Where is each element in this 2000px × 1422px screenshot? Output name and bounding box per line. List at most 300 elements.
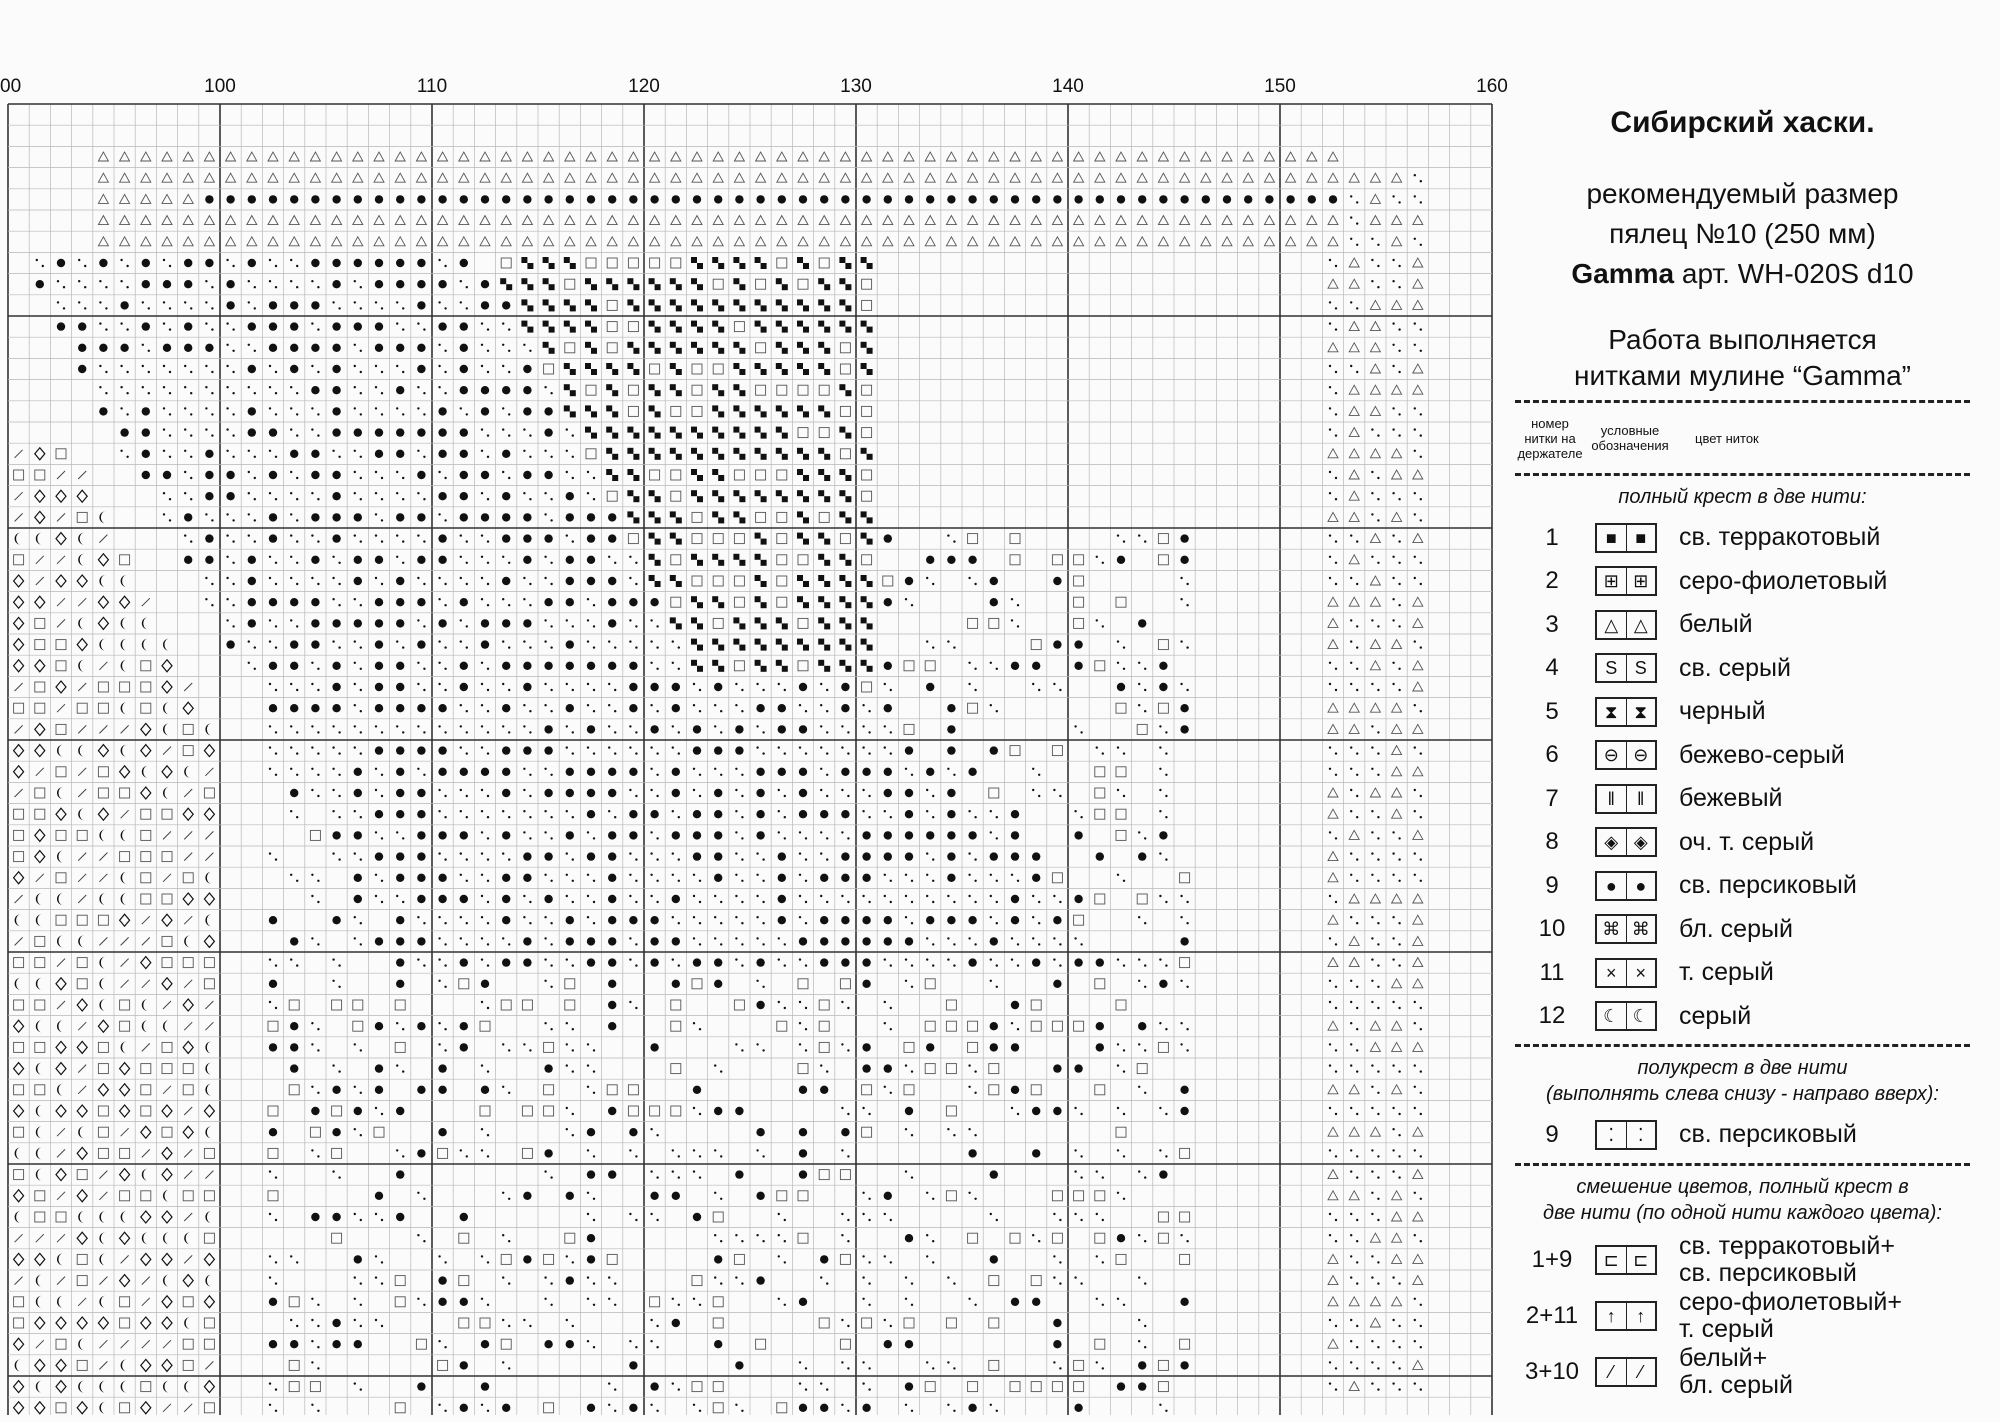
stitch-mark: [841, 195, 849, 203]
stitch-mark: [1180, 1107, 1188, 1115]
stitch-mark: [566, 789, 574, 797]
stitch-mark: [502, 768, 510, 776]
stitch-mark: [884, 916, 892, 924]
stitch-mark: [544, 789, 552, 797]
stitch-mark: [57, 259, 65, 267]
stitch-mark: [396, 1170, 404, 1178]
column-tick-label: 140: [1052, 76, 1084, 97]
thread-color-name: серо-фиолетовый: [1679, 566, 1888, 595]
stitch-mark: [57, 322, 65, 330]
stitch-mark: [587, 852, 595, 860]
stitch-mark: [417, 874, 425, 882]
stitch-mark: [544, 534, 552, 542]
stitch-mark: [523, 471, 531, 479]
stitch-mark: [1053, 1340, 1061, 1348]
legend-row: [1515, 908, 1970, 952]
stitch-mark: [438, 195, 446, 203]
stitch-mark: [438, 1128, 446, 1136]
stitch-mark: [672, 1319, 680, 1327]
stitch-mark: [502, 789, 510, 797]
stitch-mark: [650, 810, 658, 818]
stitch-mark: [438, 1086, 446, 1094]
stitch-mark: [438, 746, 446, 754]
stitch-mark: [629, 598, 637, 606]
pattern-title: Сибирский хаски.: [1610, 106, 1875, 139]
stitch-mark: [417, 1149, 425, 1157]
stitch-mark: [248, 322, 256, 330]
stitch-mark: [1180, 725, 1188, 733]
stitch-mark: [990, 852, 998, 860]
stitch-mark: [311, 704, 319, 712]
stitch-mark: [248, 195, 256, 203]
stitch-mark: [862, 937, 870, 945]
stitch-mark: [502, 746, 510, 754]
stitch-mark: [1096, 195, 1104, 203]
stitch-mark: [311, 195, 319, 203]
stitch-mark: [990, 598, 998, 606]
stitch-mark: [417, 365, 425, 373]
stitch-mark: [502, 492, 510, 500]
thread-number: 10: [1538, 915, 1566, 943]
stitch-mark: [990, 577, 998, 585]
symbol-glyph: ⁄: [1597, 1359, 1627, 1385]
stitch-mark: [735, 1170, 743, 1178]
stitch-mark: [354, 322, 362, 330]
stitch-mark: [311, 619, 319, 627]
stitch-mark: [311, 598, 319, 606]
stitch-mark: [396, 852, 404, 860]
stitch-mark: [799, 1128, 807, 1136]
stitch-mark: [947, 810, 955, 818]
stitch-mark: [1202, 195, 1210, 203]
stitch-mark: [1180, 556, 1188, 564]
stitch-mark: [460, 492, 468, 500]
stitch-mark: [820, 1086, 828, 1094]
stitch-symbol-icon: [1595, 958, 1657, 988]
stitch-mark: [290, 937, 298, 945]
thread-number: 3: [1545, 610, 1559, 638]
full-cross-list: [1515, 516, 1970, 1038]
stitch-mark: [354, 1107, 362, 1115]
stitch-mark: [396, 704, 404, 712]
stitch-mark: [778, 704, 786, 712]
stitch-mark: [396, 874, 404, 882]
symbol-glyph: ⁚: [1597, 1122, 1627, 1148]
symbol-glyph: ‖: [1597, 786, 1627, 812]
stitch-mark: [841, 874, 849, 882]
stitch-mark: [650, 195, 658, 203]
stitch-mark: [1096, 852, 1104, 860]
stitch-mark: [566, 640, 574, 648]
stitch-mark: [290, 1064, 298, 1072]
stitch-mark: [460, 386, 468, 394]
color-name-line-1: белый+: [1679, 1343, 1768, 1372]
stitch-mark: [544, 725, 552, 733]
stitch-mark: [290, 344, 298, 352]
stitch-mark: [608, 874, 616, 882]
stitch-mark: [1011, 195, 1019, 203]
stitch-mark: [1180, 534, 1188, 542]
stitch-mark: [481, 407, 489, 415]
stitch-mark: [1053, 1319, 1061, 1327]
stitch-mark: [608, 1170, 616, 1178]
stitch-mark: [396, 916, 404, 924]
stitch-mark: [735, 725, 743, 733]
stitch-mark: [99, 344, 107, 352]
stitch-mark: [841, 958, 849, 966]
stitch-mark: [396, 662, 404, 670]
stitch-mark: [481, 280, 489, 288]
stitch-mark: [523, 407, 531, 415]
stitch-mark: [1032, 852, 1040, 860]
stitch-mark: [1096, 1043, 1104, 1051]
stitch-mark: [905, 810, 913, 818]
stitch-mark: [1286, 195, 1294, 203]
stitch-mark: [460, 450, 468, 458]
stitch-mark: [947, 874, 955, 882]
stitch-mark: [502, 619, 510, 627]
stitch-mark: [226, 301, 234, 309]
header-symbols: условные обозначения: [1591, 423, 1669, 453]
stitch-mark: [332, 259, 340, 267]
stitch-mark: [1096, 1022, 1104, 1030]
stitch-mark: [650, 916, 658, 924]
stitch-mark: [417, 1086, 425, 1094]
stitch-mark: [375, 259, 383, 267]
stitch-mark: [544, 1064, 552, 1072]
stitch-mark: [629, 810, 637, 818]
threads-note: [1515, 322, 1970, 394]
thread-color-name: [1679, 1289, 1902, 1343]
symbol-glyph: ×: [1635, 962, 1646, 983]
stitch-mark: [947, 831, 955, 839]
stitch-mark: [672, 831, 680, 839]
thread-color-name: св. персиковый: [1679, 1120, 1857, 1149]
stitch-mark: [1159, 195, 1167, 203]
stitch-mark: [332, 704, 340, 712]
stitch-mark: [1117, 195, 1125, 203]
stitch-mark: [841, 768, 849, 776]
stitch-mark: [226, 195, 234, 203]
stitch-mark: [1180, 1361, 1188, 1369]
stitch-mark: [672, 937, 680, 945]
stitch-symbol-icon: [1595, 523, 1657, 553]
color-name-line-2: св. персиковый: [1679, 1258, 1857, 1287]
stitch-mark: [226, 280, 234, 288]
thread-color-name: бежевый: [1679, 784, 1783, 813]
stitch-mark: [502, 513, 510, 521]
stitch-mark: [968, 1149, 976, 1157]
stitch-mark: [417, 852, 425, 860]
stitch-mark: [968, 768, 976, 776]
stitch-mark: [714, 1107, 722, 1115]
stitch-mark: [799, 768, 807, 776]
stitch-symbol-icon: [1595, 871, 1657, 901]
stitch-mark: [884, 768, 892, 776]
header-color: цвет ниток: [1695, 430, 1759, 446]
stitch-mark: [1053, 195, 1061, 203]
stitch-mark: [1011, 852, 1019, 860]
divider: [1515, 1163, 1970, 1166]
stitch-mark: [587, 1234, 595, 1242]
stitch-mark: [608, 577, 616, 585]
stitch-mark: [841, 852, 849, 860]
stitch-symbol-icon: [1595, 610, 1657, 640]
stitch-mark: [438, 831, 446, 839]
stitch-mark: [1053, 577, 1061, 585]
stitch-mark: [587, 195, 595, 203]
divider: [1515, 400, 1970, 403]
stitch-mark: [396, 683, 404, 691]
stitch-mark: [523, 195, 531, 203]
stitch-mark: [566, 831, 574, 839]
stitch-mark: [756, 810, 764, 818]
stitch-mark: [714, 831, 722, 839]
symbol-glyph: △: [1597, 612, 1627, 638]
stitch-mark: [205, 195, 213, 203]
stitch-mark: [650, 937, 658, 945]
stitch-mark: [799, 789, 807, 797]
stitch-mark: [672, 683, 680, 691]
stitch-mark: [756, 195, 764, 203]
stitch-mark: [438, 1298, 446, 1306]
half-cross-heading-1: полукрест в две нити: [1637, 1057, 1848, 1079]
stitch-mark: [1180, 1086, 1188, 1094]
stitch-mark: [417, 746, 425, 754]
legend-row: [1515, 1344, 1970, 1400]
thread-number: 6: [1545, 741, 1559, 769]
symbol-glyph: ⌘: [1631, 919, 1650, 940]
thread-color-name: серый: [1679, 1001, 1752, 1030]
stitch-mark: [544, 471, 552, 479]
stitch-mark: [481, 640, 489, 648]
stitch-mark: [1159, 683, 1167, 691]
stitch-mark: [608, 1022, 616, 1030]
stitch-mark: [884, 662, 892, 670]
thread-color-name: св. персиковый: [1679, 871, 1857, 900]
stitch-mark: [587, 937, 595, 945]
stitch-mark: [375, 852, 383, 860]
stitch-mark: [332, 662, 340, 670]
stitch-mark: [269, 471, 277, 479]
stitch-mark: [417, 556, 425, 564]
stitch-mark: [544, 195, 552, 203]
stitch-mark: [1074, 831, 1082, 839]
stitch-mark: [672, 1192, 680, 1200]
stitch-mark: [1011, 810, 1019, 818]
thread-color-name: бежево-серый: [1679, 740, 1845, 769]
stitch-mark: [396, 386, 404, 394]
stitch-mark: [1074, 1064, 1082, 1072]
stitch-mark: [226, 492, 234, 500]
stitch-mark: [926, 195, 934, 203]
stitch-symbol-icon: [1595, 827, 1657, 857]
stitch-mark: [1159, 1170, 1167, 1178]
thread-color-name: оч. т. серый: [1679, 827, 1815, 856]
divider: [1515, 473, 1970, 476]
stitch-mark: [523, 958, 531, 966]
stitch-mark: [248, 619, 256, 627]
stitch-mark: [184, 344, 192, 352]
stitch-mark: [290, 450, 298, 458]
stitch-mark: [438, 534, 446, 542]
stitch-mark: [396, 577, 404, 585]
stitch-mark: [968, 916, 976, 924]
stitch-mark: [142, 322, 150, 330]
stitch-mark: [1011, 1086, 1019, 1094]
stitch-mark: [756, 1276, 764, 1284]
stitch-mark: [544, 662, 552, 670]
stitch-mark: [905, 937, 913, 945]
stitch-mark: [672, 980, 680, 988]
stitch-mark: [968, 958, 976, 966]
stitch-mark: [184, 322, 192, 330]
color-name-line-1: серо-фиолетовый+: [1679, 1287, 1902, 1316]
stitch-mark: [311, 386, 319, 394]
stitch-mark: [905, 746, 913, 754]
stitch-mark: [523, 852, 531, 860]
stitch-mark: [1074, 1404, 1082, 1412]
stitch-mark: [1159, 662, 1167, 670]
hoop-recommendation: [1515, 174, 1970, 294]
stitch-mark: [332, 683, 340, 691]
symbol-glyph: ⊏: [1633, 1249, 1649, 1270]
stitch-mark: [1053, 916, 1061, 924]
stitch-mark: [523, 513, 531, 521]
stitch-mark: [269, 428, 277, 436]
stitch-mark: [396, 810, 404, 818]
symbol-glyph: ⌘: [1597, 916, 1627, 942]
stitch-mark: [650, 1192, 658, 1200]
symbol-glyph: ‖: [1637, 788, 1645, 809]
stitch-mark: [375, 1022, 383, 1030]
stitch-mark: [587, 1170, 595, 1178]
stitch-mark: [1074, 195, 1082, 203]
stitch-mark: [799, 683, 807, 691]
divider: [1515, 1044, 1970, 1047]
stitch-mark: [396, 958, 404, 966]
stitch-mark: [587, 789, 595, 797]
stitch-mark: [248, 365, 256, 373]
legend-row: [1515, 647, 1970, 691]
stitch-mark: [354, 895, 362, 903]
stitch-mark: [248, 259, 256, 267]
stitch-mark: [523, 683, 531, 691]
stitch-mark: [332, 1213, 340, 1221]
stitch-mark: [417, 471, 425, 479]
stitch-mark: [544, 1149, 552, 1157]
stitch-symbol-icon: [1595, 1001, 1657, 1031]
stitch-mark: [396, 937, 404, 945]
stitch-mark: [735, 1361, 743, 1369]
stitch-mark: [502, 386, 510, 394]
stitch-mark: [332, 831, 340, 839]
stitch-mark: [417, 704, 425, 712]
stitch-mark: [332, 916, 340, 924]
thread-number: 12: [1538, 1002, 1566, 1030]
stitch-mark: [968, 831, 976, 839]
stitch-mark: [587, 513, 595, 521]
stitch-mark: [820, 1255, 828, 1263]
stitch-mark: [1180, 704, 1188, 712]
stitch-mark: [332, 1340, 340, 1348]
stitch-mark: [417, 259, 425, 267]
stitch-mark: [375, 746, 383, 754]
stitch-mark: [905, 831, 913, 839]
symbol-glyph: ⧗: [1597, 699, 1627, 725]
stitch-mark: [820, 874, 828, 882]
stitch-mark: [566, 513, 574, 521]
stitch-symbol-icon: [1595, 566, 1657, 596]
stitch-mark: [354, 513, 362, 521]
stitch-mark: [375, 344, 383, 352]
stitch-mark: [523, 619, 531, 627]
stitch-mark: [354, 259, 362, 267]
legend-row: [1515, 951, 1970, 995]
stitch-mark: [756, 1128, 764, 1136]
stitch-mark: [672, 895, 680, 903]
symbol-glyph: ●: [1635, 875, 1647, 896]
stitch-mark: [205, 534, 213, 542]
stitch-mark: [142, 280, 150, 288]
stitch-mark: [905, 852, 913, 860]
stitch-mark: [396, 428, 404, 436]
legend-row: [1515, 603, 1970, 647]
stitch-mark: [354, 577, 362, 585]
symbol-glyph: ■: [1635, 527, 1647, 548]
stitch-mark: [778, 768, 786, 776]
stitch-mark: [714, 789, 722, 797]
stitch-mark: [332, 344, 340, 352]
stitch-mark: [142, 428, 150, 436]
symbol-glyph: ↑: [1597, 1303, 1627, 1329]
stitch-mark: [332, 513, 340, 521]
stitch-mark: [205, 471, 213, 479]
stitch-mark: [438, 895, 446, 903]
stitch-mark: [862, 852, 870, 860]
stitch-mark: [608, 916, 616, 924]
stitch-mark: [523, 365, 531, 373]
stitch-mark: [862, 831, 870, 839]
stitch-mark: [417, 280, 425, 288]
stitch-mark: [566, 662, 574, 670]
stitch-mark: [438, 322, 446, 330]
stitch-mark: [36, 280, 44, 288]
hoop-brand: Gamma: [1571, 258, 1675, 289]
stitch-mark: [354, 831, 362, 839]
thread-number: 9: [1545, 871, 1559, 899]
stitch-mark: [248, 428, 256, 436]
stitch-mark: [1138, 1361, 1146, 1369]
stitch-mark: [269, 1043, 277, 1051]
stitch-mark: [799, 810, 807, 818]
full-cross-heading: полный крест в две нити:: [1618, 486, 1867, 508]
stitch-mark: [799, 725, 807, 733]
stitch-mark: [375, 619, 383, 627]
stitch-mark: [481, 768, 489, 776]
stitch-mark: [481, 1382, 489, 1390]
stitch-mark: [608, 980, 616, 988]
stitch-mark: [693, 810, 701, 818]
stitch-mark: [714, 980, 722, 988]
stitch-mark: [608, 958, 616, 966]
stitch-symbol-icon: [1595, 784, 1657, 814]
stitch-mark: [290, 789, 298, 797]
stitch-mark: [587, 1128, 595, 1136]
stitch-mark: [481, 471, 489, 479]
stitch-mark: [460, 513, 468, 521]
stitch-mark: [354, 556, 362, 564]
